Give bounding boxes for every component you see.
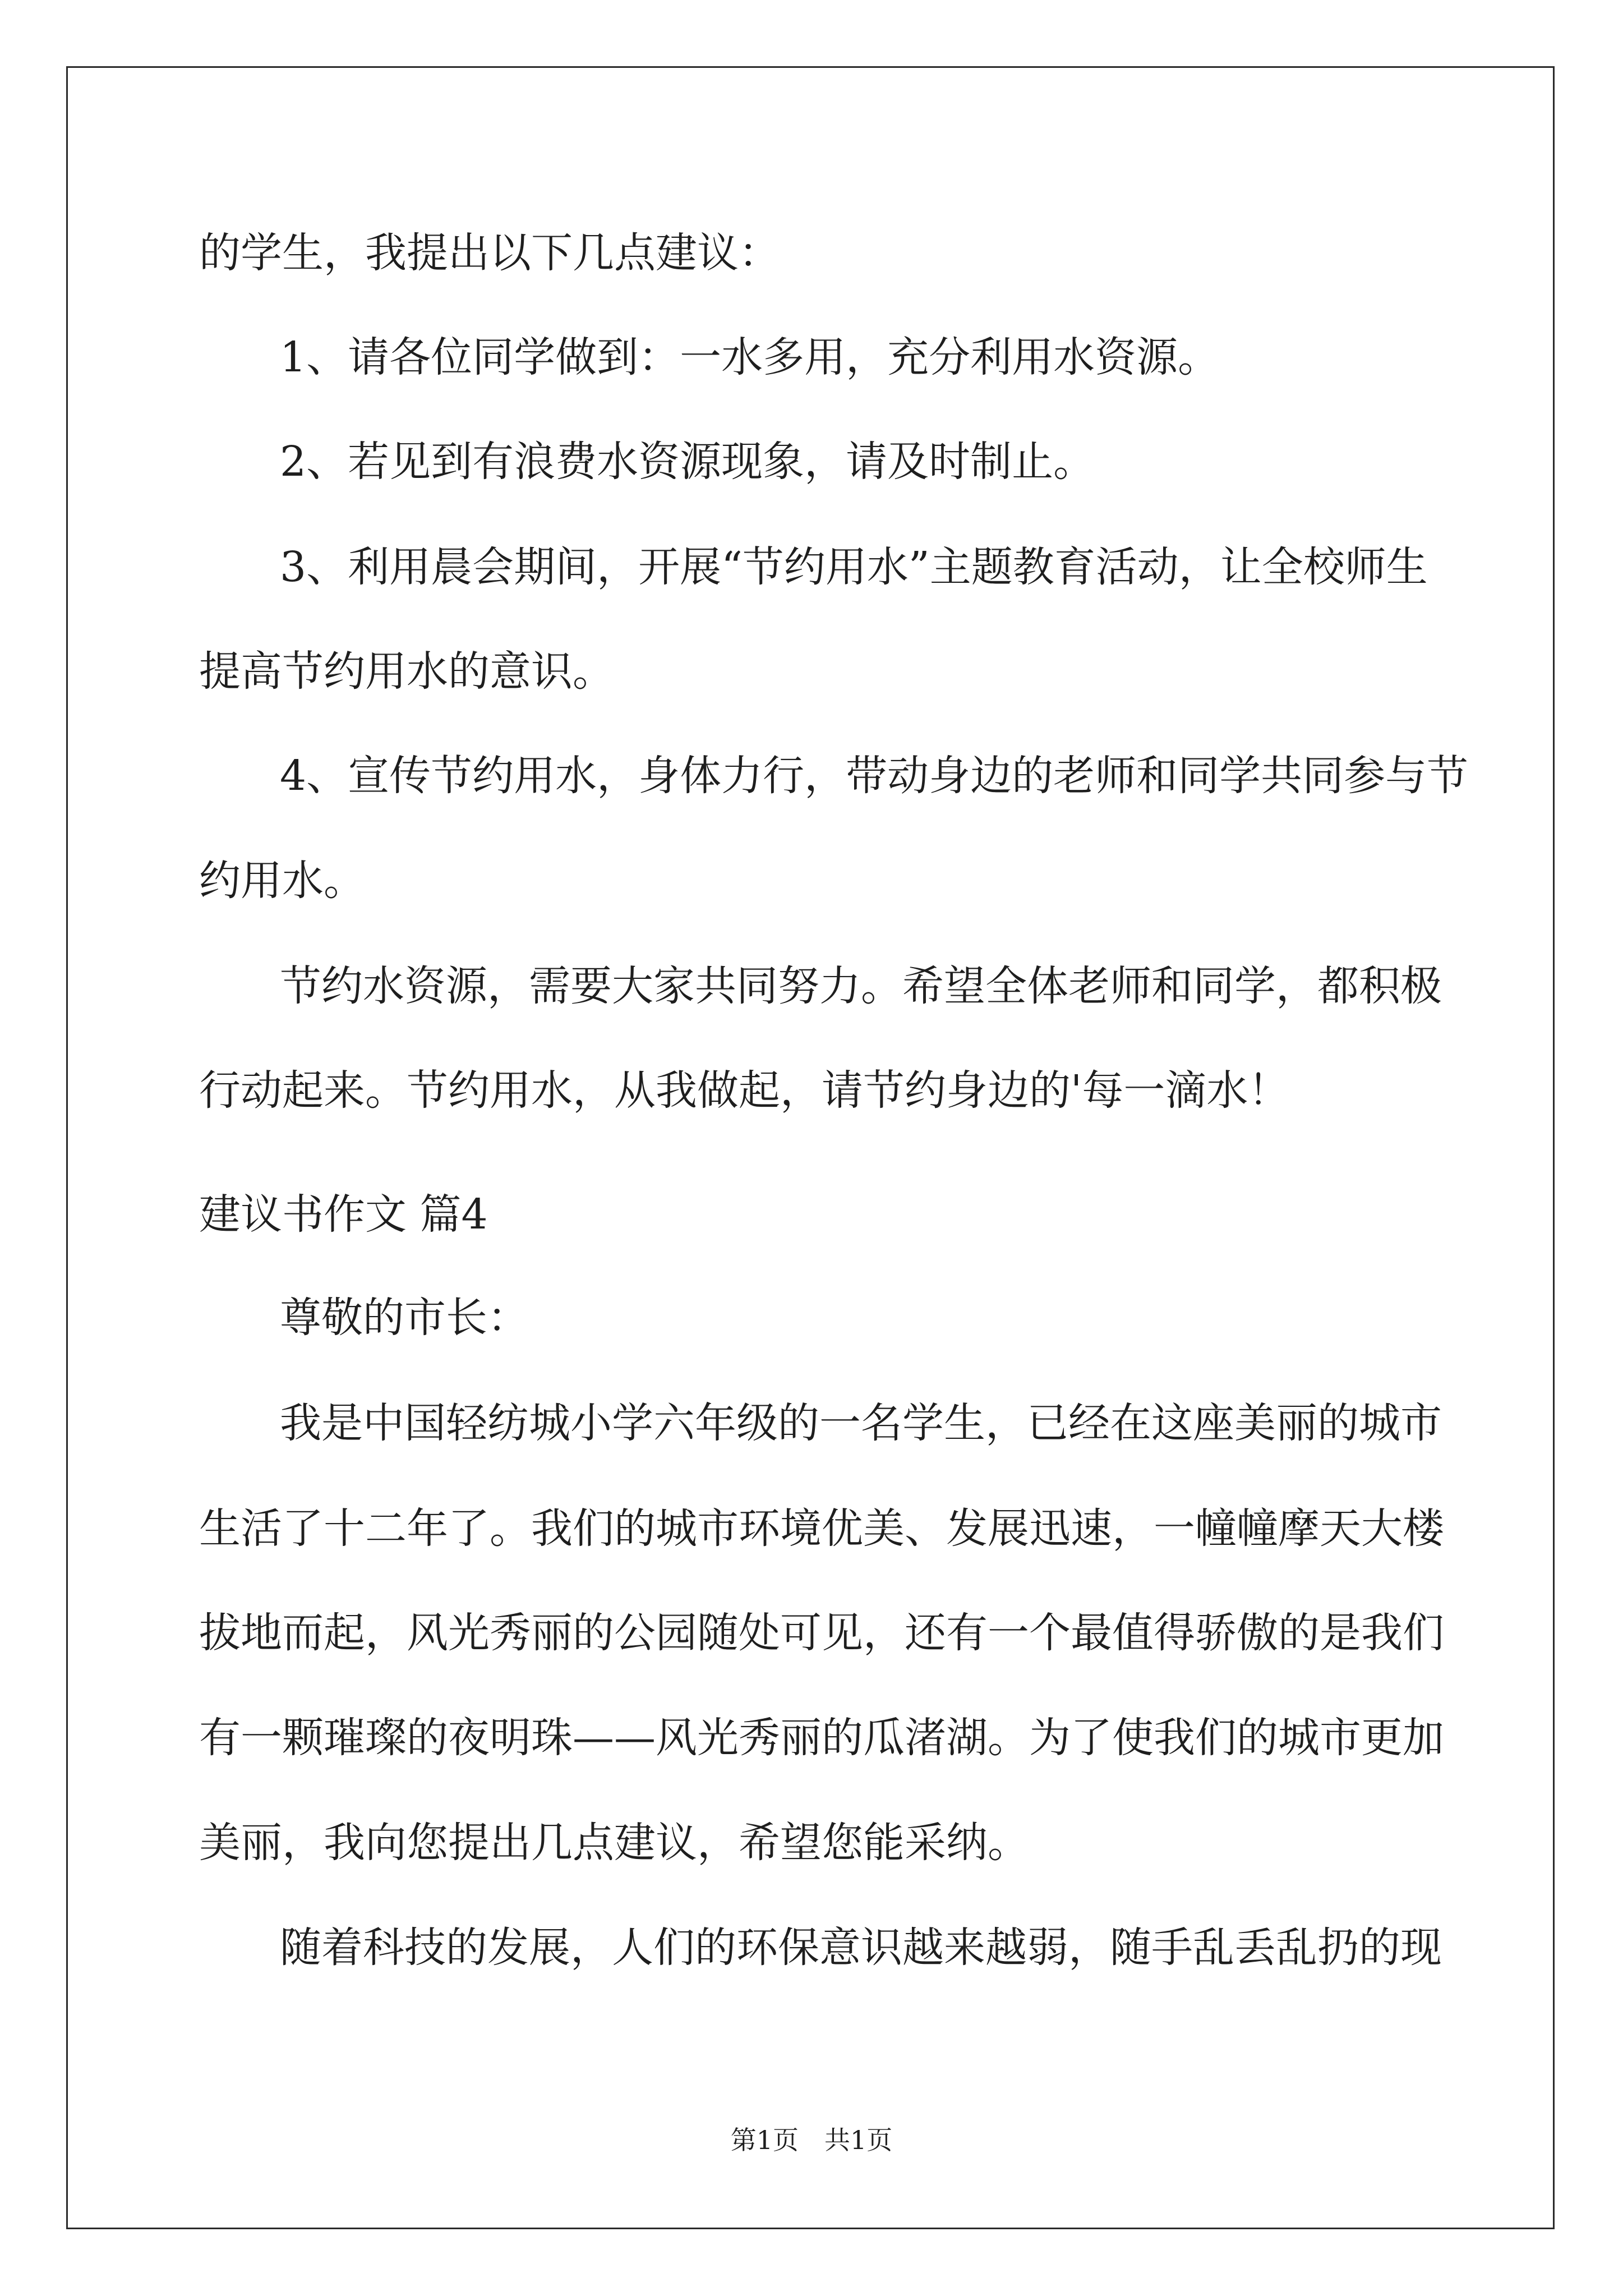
text-line: 约用水。 bbox=[199, 857, 365, 905]
text-line: 4、宣传节约用水，身体力行，带动身边的老师和同学共同参与节 bbox=[280, 752, 1469, 800]
text-line: 我是中国轻纺城小学六年级的一名学生，已经在这座美丽的城市 bbox=[280, 1399, 1442, 1447]
total-pages: 共1页 bbox=[824, 2125, 893, 2155]
text-line: 生活了十二年了。我们的城市环境优美、发展迅速，一幢幢摩天大楼 bbox=[199, 1504, 1444, 1553]
text-line: 有一颗璀璨的夜明珠——风光秀丽的瓜渚湖。为了使我们的城市更加 bbox=[199, 1714, 1444, 1762]
text-line: 的学生，我提出以下几点建议： bbox=[199, 229, 780, 277]
text-line: 3、利用晨会期间，开展“节约用水”主题教育活动，让全校师生 bbox=[280, 543, 1428, 591]
salutation: 尊敬的市长： bbox=[280, 1294, 529, 1342]
page-border bbox=[66, 66, 1555, 2229]
text-line: 2、若见到有浪费水资源现象，请及时制止。 bbox=[280, 438, 1095, 486]
page-number: 第1页 bbox=[730, 2125, 799, 2155]
text-line: 随着科技的发展，人们的环保意识越来越弱，随手乱丢乱扔的现 bbox=[280, 1924, 1442, 1972]
text-line: 提高节约用水的意识。 bbox=[199, 647, 614, 696]
text-line: 美丽，我向您提出几点建议，希望您能采纳。 bbox=[199, 1819, 1029, 1867]
page-footer bbox=[0, 2123, 1623, 2157]
section-heading: 建议书作文 篇4 bbox=[199, 1190, 488, 1239]
text-line: 拔地而起，风光秀丽的公园随处可见，还有一个最值得骄傲的是我们 bbox=[199, 1609, 1444, 1657]
text-line: 节约水资源，需要大家共同努力。希望全体老师和同学，都积极 bbox=[280, 962, 1442, 1010]
text-line: 行动起来。节约用水，从我做起，请节约身边的'每一滴水！ bbox=[199, 1066, 1290, 1115]
text-line: 1、请各位同学做到：一水多用，充分利用水资源。 bbox=[280, 333, 1220, 381]
